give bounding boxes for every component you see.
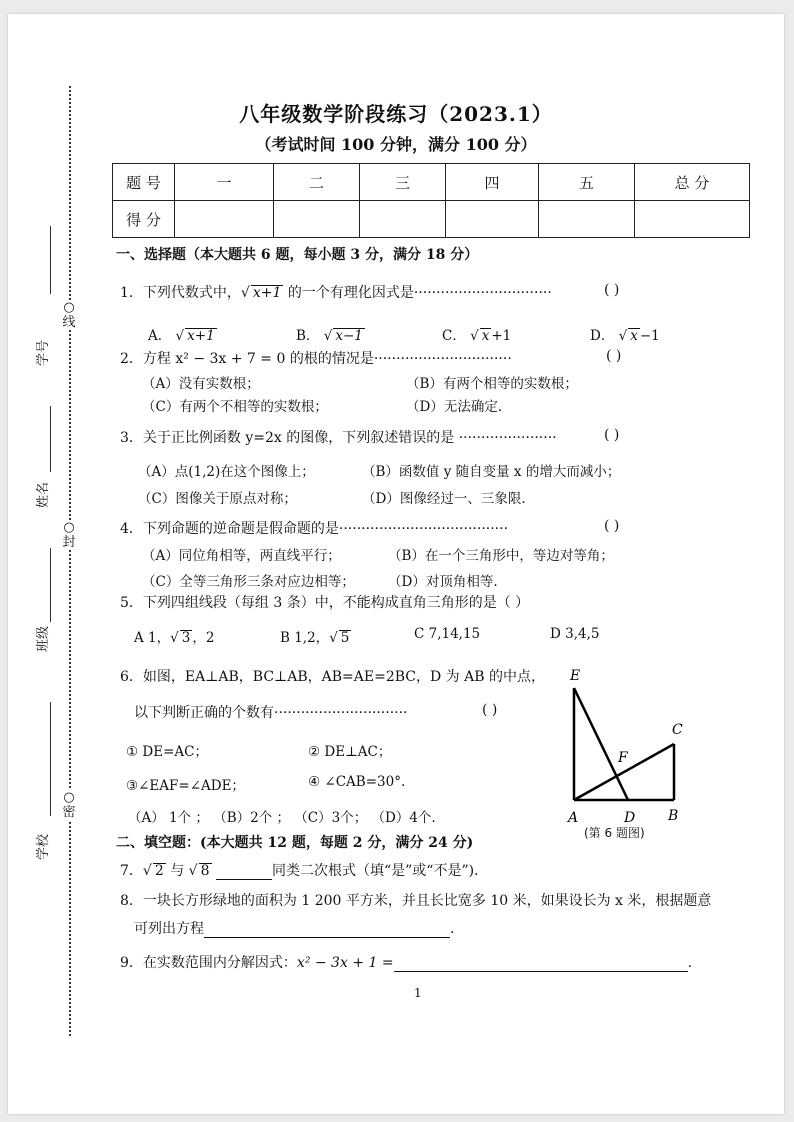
answer-paren[interactable]: ( ) <box>604 427 620 443</box>
q1-option-a[interactable]: A． √ x+1 <box>148 328 215 344</box>
q3-option-d[interactable]: （D）图像经过一、三象限. <box>362 491 526 507</box>
q5-option-a[interactable]: A 1，√ 3 ，2 <box>134 630 215 646</box>
score-cell[interactable] <box>175 201 274 238</box>
page-number: 1 <box>414 986 422 1000</box>
page-title: 八年级数学阶段练习（2023.1） <box>239 102 553 126</box>
binding-mark-line: ○ 线 <box>62 300 76 330</box>
section2-heading: 二、填空题：(本大题共 12 题，每题 2 分，满分 24 分) <box>116 835 474 851</box>
q4-option-c[interactable]: （C）全等三角形三条对应边相等； <box>142 574 355 590</box>
binding-mark-secret: ○ 密 <box>62 790 76 820</box>
q6-statement-2: ② DE⊥AC； <box>308 744 392 760</box>
q8-answer-blank[interactable] <box>204 924 450 938</box>
q5-option-b[interactable]: B 1,2，√ 5 <box>280 630 350 646</box>
score-table-header-cell: 二 <box>274 164 360 201</box>
q9-answer-blank[interactable] <box>394 958 688 972</box>
exam-paper <box>8 14 784 1114</box>
school-blank[interactable] <box>50 702 51 816</box>
score-table-header-cell: 题 号 <box>113 164 175 201</box>
score-table-row-label: 得 分 <box>113 201 175 238</box>
question-6-stem: 6．如图，EA⊥AB，BC⊥AB，AB=AE=2BC，D 为 AB 的中点， <box>120 669 545 685</box>
question-4-stem: 4．下列命题的逆命题是假命题的是······································ <box>120 521 509 537</box>
label-e: E <box>570 668 581 684</box>
q2-option-d[interactable]: （D）无法确定. <box>406 399 503 415</box>
name-blank[interactable] <box>50 406 51 472</box>
score-table-header-cell: 五 <box>539 164 635 201</box>
answer-paren[interactable]: ( ) <box>604 518 620 534</box>
q2-option-a[interactable]: （A）没有实数根； <box>142 376 260 392</box>
score-cell[interactable] <box>274 201 360 238</box>
q2-option-c[interactable]: （C）有两个不相等的实数根； <box>142 399 328 415</box>
q1-option-b[interactable]: B． √ x−1 <box>296 328 363 344</box>
q4-option-a[interactable]: （A）同位角相等，两直线平行； <box>142 548 341 564</box>
q5-option-d[interactable]: D 3,4,5 <box>550 626 600 642</box>
question-2-stem: 2．方程 x² − 3x + 7 = 0 的根的情况是······························· <box>120 351 512 367</box>
score-cell[interactable] <box>360 201 446 238</box>
score-cell[interactable] <box>539 201 635 238</box>
score-table-header-cell: 四 <box>446 164 539 201</box>
student-id-blank[interactable] <box>50 226 51 294</box>
q4-option-d[interactable]: （D）对顶角相等. <box>388 574 498 590</box>
q3-option-b[interactable]: （B）函数值 y 随自变量 x 的增大而减小； <box>362 464 621 480</box>
q3-option-c[interactable]: （C）图像关于原点对称； <box>138 491 297 507</box>
class-label: 班级 <box>36 625 51 652</box>
page-subtitle: （考试时间 100 分钟，满分 100 分） <box>255 135 537 154</box>
label-c: C <box>672 722 683 738</box>
student-id-label: 学号 <box>36 339 51 366</box>
score-cell[interactable] <box>446 201 539 238</box>
q6-statement-3: ③∠EAF=∠ADE； <box>126 778 245 794</box>
question-3-stem: 3．关于正比例函数 y=2x 的图像，下列叙述错误的是 ······················ <box>120 430 557 446</box>
q6-options[interactable]: （A） 1个 ； （B）2个 ； （C）3个； （D）4个. <box>128 810 436 826</box>
score-table-header-cell: 一 <box>175 164 274 201</box>
section1-heading: 一、选择题（本大题共 6 题，每小题 3 分，满分 18 分） <box>116 247 479 263</box>
class-blank[interactable] <box>50 548 51 622</box>
score-cell[interactable] <box>635 201 750 238</box>
score-table-header-cell: 总 分 <box>635 164 750 201</box>
name-label: 姓名 <box>36 481 51 508</box>
question-1-stem: 1．下列代数式中，√ x+1 的一个有理化因式是······························· <box>120 285 552 301</box>
question-9: 9．在实数范围内分解因式：x² − 3x + 1 = . <box>120 955 693 971</box>
q1-option-c[interactable]: C． √ x +1 <box>442 328 512 344</box>
question-8-line2: 可列出方程 . <box>134 921 455 937</box>
binding-mark-seal: ○ 封 <box>62 520 76 550</box>
q1-option-d[interactable]: D． √ x −1 <box>590 328 660 344</box>
question-6-stem-2: 以下判断正确的个数有······························ <box>134 705 408 721</box>
figure-caption: (第 6 题图) <box>584 826 645 840</box>
answer-paren[interactable]: ( ) <box>482 702 498 718</box>
answer-paren[interactable]: ( ) <box>606 348 622 364</box>
label-b: B <box>668 808 679 824</box>
q6-statement-1: ① DE=AC； <box>126 744 208 760</box>
question-8-line1: 8．一块长方形绿地的面积为 1 200 平方米，并且长比宽多 10 米，如果设长为 x 米，根据题意 <box>120 893 712 909</box>
answer-paren[interactable]: ( ) <box>604 282 620 298</box>
question-5-stem: 5．下列四组线段（每组 3 条）中，不能构成直角三角形的是（ ） <box>120 595 530 611</box>
label-f: F <box>618 750 628 766</box>
q4-option-b[interactable]: （B）在一个三角形中，等边对等角； <box>388 548 614 564</box>
q5-option-c[interactable]: C 7,14,15 <box>414 626 481 642</box>
label-a: A <box>568 810 579 826</box>
q6-statement-4: ④ ∠CAB=30°. <box>308 774 406 790</box>
q7-answer-blank[interactable] <box>216 866 272 880</box>
label-d: D <box>624 810 636 826</box>
school-label: 学校 <box>36 833 51 860</box>
binding-dotted-line <box>69 86 71 1036</box>
q6-figure <box>560 662 710 842</box>
q3-option-a[interactable]: （A）点(1,2)在这个图像上； <box>138 464 315 480</box>
q2-option-b[interactable]: （B）有两个相等的实数根； <box>406 376 578 392</box>
question-7: 7．√ 2 与 √ 8 同类二次根式（填“是”或“不是”). <box>120 863 479 879</box>
score-table <box>112 163 750 238</box>
score-table-header-cell: 三 <box>360 164 446 201</box>
